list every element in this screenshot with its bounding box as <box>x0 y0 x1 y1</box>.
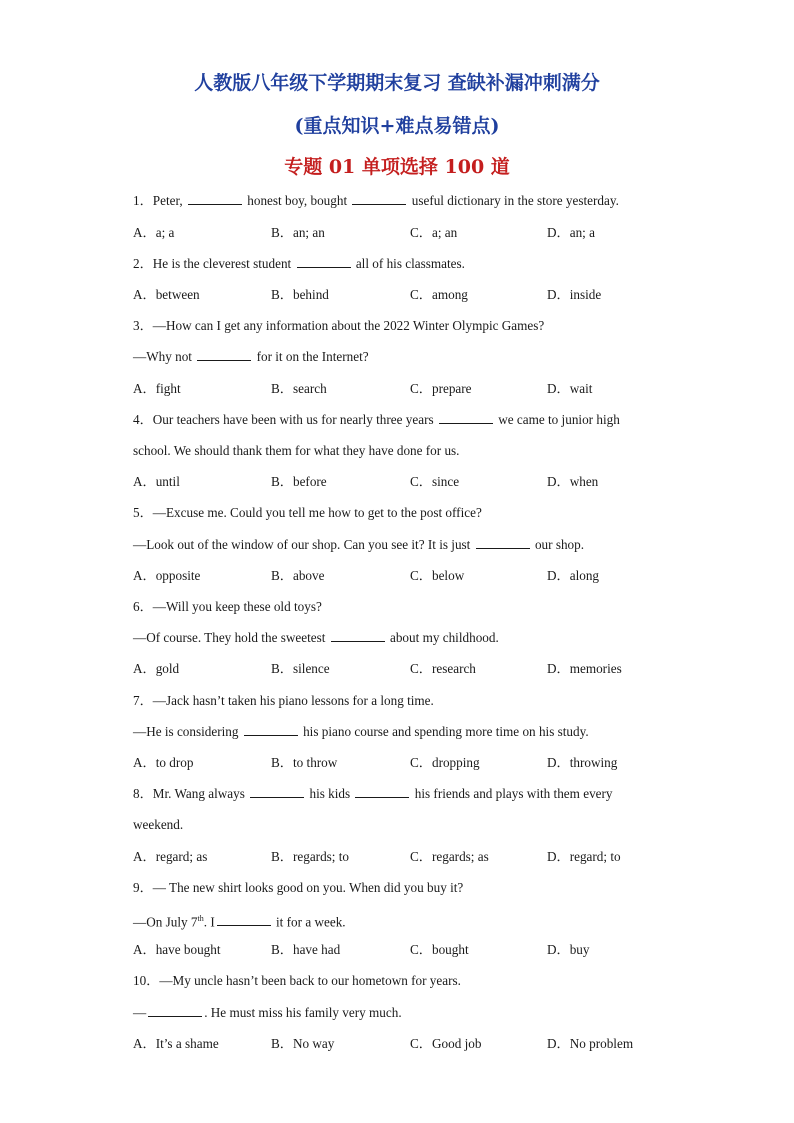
option-b: B．behind <box>271 287 329 302</box>
question-5-response: —Look out of the window of our shop. Can you see it? It is just our shop. <box>133 537 585 552</box>
answer-blank <box>439 412 493 424</box>
option-c: C．below <box>410 568 465 583</box>
option-a: A．regard; as <box>133 849 208 864</box>
question-5-stem: 5．—Excuse me. Could you tell me how to get to the post office? <box>133 505 482 520</box>
option-b: B．before <box>271 474 327 489</box>
option-d: D．regard; to <box>547 849 621 864</box>
option-c: C．research <box>410 661 476 676</box>
question-8-stem-continued: weekend. <box>133 817 184 832</box>
option-b: B．search <box>271 381 327 396</box>
answer-blank <box>352 193 406 205</box>
answer-blank <box>355 786 409 798</box>
answer-blank <box>476 537 530 549</box>
question-10-response: — . He must miss his family very much. <box>133 1005 402 1020</box>
option-c: C．a; an <box>410 225 458 240</box>
option-d: D．an; a <box>547 225 595 240</box>
option-b: B．have had <box>271 942 341 957</box>
option-d: D．inside <box>547 287 602 302</box>
option-c: C．Good job <box>410 1036 482 1051</box>
question-6-stem: 6．—Will you keep these old toys? <box>133 599 322 614</box>
option-c: C．among <box>410 287 468 302</box>
question-3-stem: 3．—How can I get any information about the 2022 Winter Olympic Games? <box>133 318 545 333</box>
question-1-stem: 1．Peter, honest boy, bought useful dictionary in the store yesterday. <box>133 193 619 208</box>
answer-blank <box>297 256 351 268</box>
option-d: D．buy <box>547 942 590 957</box>
answer-blank <box>331 630 385 642</box>
question-7-stem: 7．—Jack hasn’t taken his piano lessons for a long time. <box>133 693 434 708</box>
option-d: D．wait <box>547 381 593 396</box>
option-d: D．memories <box>547 661 622 676</box>
option-a: A．have bought <box>133 942 221 957</box>
section-title: 专题 01 单项选择 100 道 <box>284 156 510 178</box>
option-a: A．fight <box>133 381 181 396</box>
answer-blank <box>244 724 298 736</box>
question-4-stem: 4．Our teachers have been with us for nearly three years we came to junior high <box>133 412 620 427</box>
option-a: A．opposite <box>133 568 201 583</box>
option-c: C．regards; as <box>410 849 489 864</box>
question-8-stem: 8．Mr. Wang always his kids his friends and plays with them every <box>133 786 613 801</box>
question-10-stem: 10．—My uncle hasn’t been back to our hometown for years. <box>133 973 461 988</box>
question-3-response: —Why not for it on the Internet? <box>133 349 369 364</box>
option-b: B．regards; to <box>271 849 350 864</box>
answer-blank <box>148 1005 202 1017</box>
option-a: A．a; a <box>133 225 175 240</box>
question-9-stem: 9．— The new shirt looks good on you. When did you buy it? <box>133 880 464 895</box>
option-a: A．gold <box>133 661 180 676</box>
option-a: A．to drop <box>133 755 194 770</box>
option-a: A．between <box>133 287 200 302</box>
answer-blank <box>197 349 251 361</box>
option-d: D．No problem <box>547 1036 634 1051</box>
option-b: B．above <box>271 568 325 583</box>
question-4-stem-continued: school. We should thank them for what they have done for us. <box>133 443 460 458</box>
option-d: D．along <box>547 568 600 583</box>
option-a: A．until <box>133 474 180 489</box>
option-c: C．prepare <box>410 381 472 396</box>
answer-blank <box>217 914 271 926</box>
option-c: C．bought <box>410 942 469 957</box>
question-2-stem: 2．He is the cleverest student all of his classmates. <box>133 256 465 271</box>
document-title: 人教版八年级下学期期末复习 查缺补漏冲刺满分 <box>194 72 600 94</box>
option-b: B．to throw <box>271 755 338 770</box>
option-b: B．an; an <box>271 225 325 240</box>
question-6-response: —Of course. They hold the sweetest about my childhood. <box>133 630 499 645</box>
answer-blank <box>188 193 242 205</box>
option-c: C．since <box>410 474 460 489</box>
question-7-response: —He is considering his piano course and spending more time on his study. <box>133 724 589 739</box>
option-b: B．silence <box>271 661 330 676</box>
option-b: B．No way <box>271 1036 335 1051</box>
document-subtitle: (重点知识+难点易错点) <box>294 115 500 137</box>
answer-blank <box>250 786 304 798</box>
option-d: D．throwing <box>547 755 618 770</box>
option-d: D．when <box>547 474 599 489</box>
option-c: C．dropping <box>410 755 480 770</box>
option-a: A．It’s a shame <box>133 1036 219 1051</box>
question-9-response: —On July 7th. I it for a week. <box>133 914 346 930</box>
